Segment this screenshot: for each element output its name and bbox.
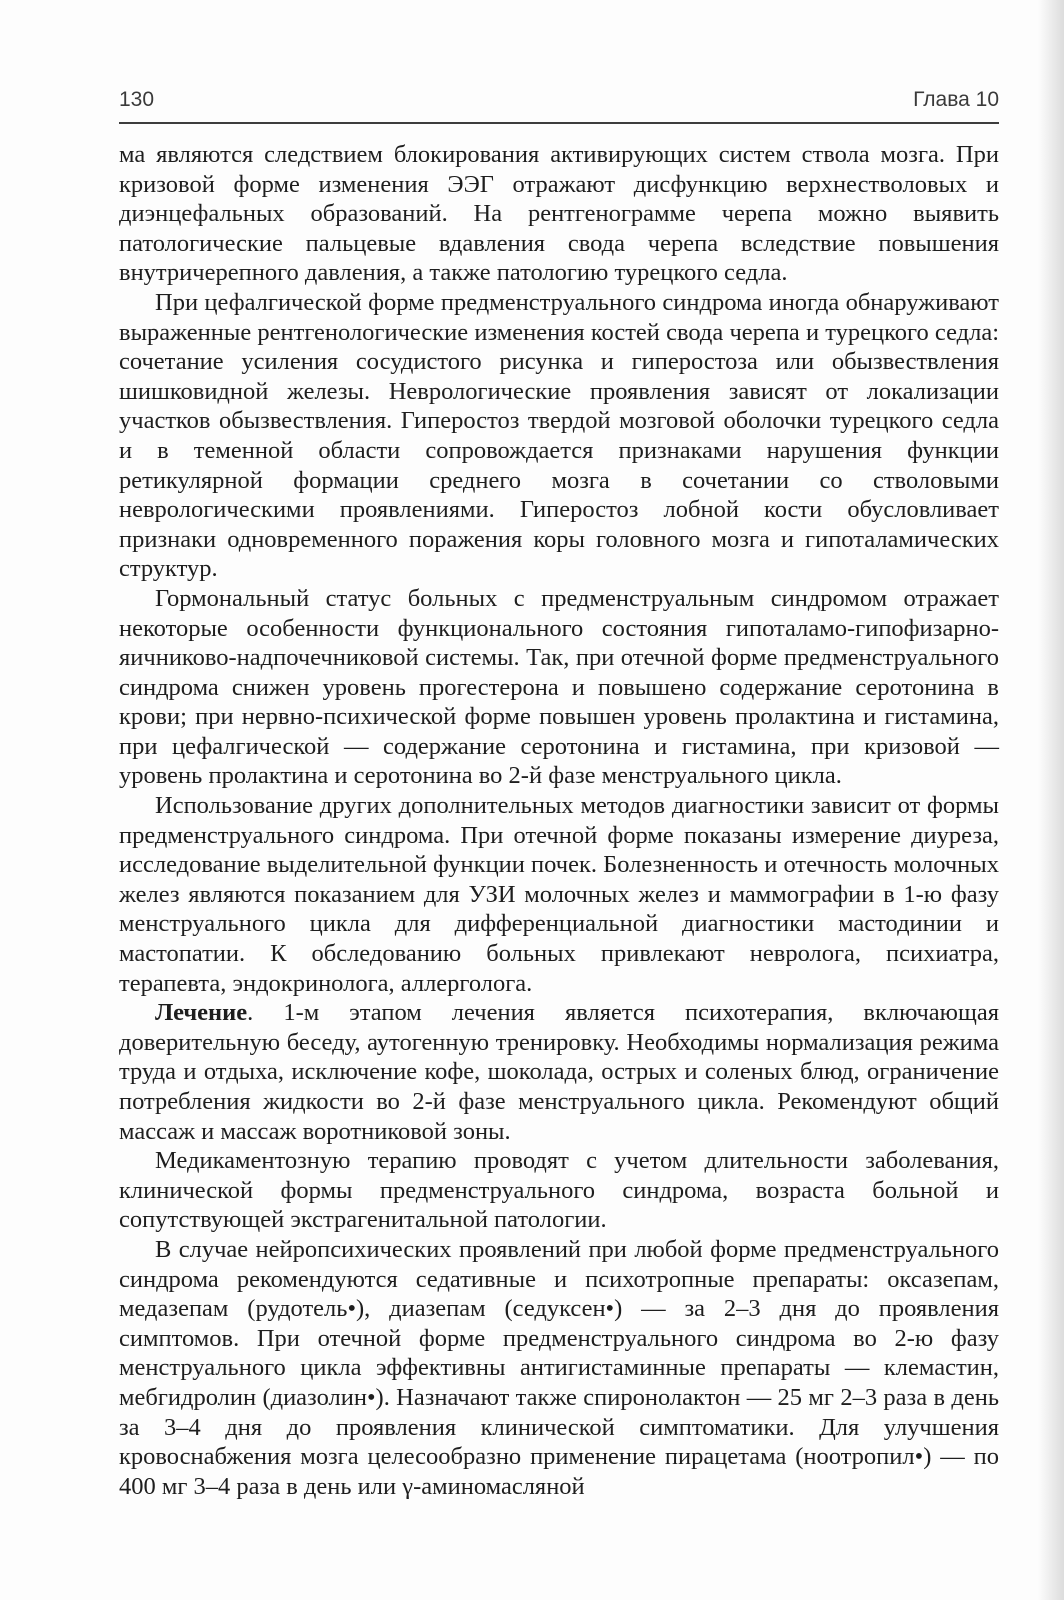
paragraph-4: Использование других дополнительных методов диагностики зависит от формы предменструального синдрома. При отечной форме показаны измерение диуреза, исследование выделительной функции почек. Болезненность и отечность молочных желез являются показанием для УЗИ молочных желез и маммографии в 1-ю фазу менструального цикла для дифференциальной диагностики мастодинии и мастопатии. К обследованию больных привлекают невролога, психиатра, терапевта, эндокринолога, аллерголога.	[119, 792, 999, 997]
section-heading-treatment: Лечение	[155, 999, 248, 1027]
header-rule	[119, 122, 999, 124]
paragraph-5-text: . 1-м этапом лечения является психотерапия, включающая доверительную беседу, аутогенную тренировку. Необходимы нормализация режима труда и отдыха, исключение кофе, шоколада, острых и соленых блюд, ограничение потребления жидкости во 2-й фазе менструального цикла. Рекомендуют общий массаж и массаж воротниковой зоны.	[119, 999, 999, 1145]
paragraph-1: ма являются следствием блокирования активирующих систем ствола мозга. При кризовой форме изменения ЭЭГ отражают дисфункцию верхнестволовых и диэнцефальных образований. На рентгенограмме черепа можно выявить патологические пальцевые вдавления свода черепа вследствие повышения внутричерепного давления, а также патологию турецкого седла.	[119, 141, 999, 287]
chapter-title: Глава 10	[913, 88, 999, 111]
page-edge-shadow	[1038, 0, 1064, 1600]
page-number: 130	[119, 88, 155, 111]
paragraph-5	[119, 998, 999, 1146]
body-text	[119, 140, 999, 1501]
paragraph-7: В случае нейропсихических проявлений при любой форме предменструального синдрома рекомендуются седативные и психотропные препараты: оксазепам, медазепам (рудотель•), диазепам (седуксен•) — за 2–3 дня до проявления симптомов. При отечной форме предменструального синдрома во 2-ю фазу менструального цикла эффективны антигистаминные препараты — клемастин, мебгидролин (диазолин•). Назначают также спиронолактон — 25 мг 2–3 раза в день за 3–4 дня до проявления клинической симптоматики. Для улучшения кровоснабжения мозга целесообразно применение пирацетама (ноотропил•) — по 400 мг 3–4 раза в день или γ-аминомасляной	[119, 1235, 999, 1500]
paragraph-2: При цефалгической форме предменструального синдрома иногда обнаруживают выраженные рентгенологические изменения костей свода черепа и турецкого седла: сочетание усиления сосудистого рисунка и гиперостоза или обызвествления шишковидной железы. Неврологические проявления зависят от локализации участков обызвествления. Гиперостоз твердой мозговой оболочки турецкого седла и в теменной области сопровождается признаками нарушения функции ретикулярной формации среднего мозга в сочетании со стволовыми неврологическими проявлениями. Гиперостоз лобной кости обусловливает признаки одновременного поражения коры головного мозга и гипоталамических структур.	[119, 288, 999, 583]
running-header	[119, 88, 999, 120]
paragraph-3: Гормональный статус больных с предменструальным синдромом отражает некоторые особенности функционального состояния гипоталамо-гипофизарно-яичниково-надпочечниковой системы. Так, при отечной форме предменструального синдрома снижен уровень прогестерона и повышено содержание серотонина в крови; при нервно-психической форме повышен уровень пролактина и гистамина, при цефалгической — содержание серотонина и гистамина, при кризовой — уровень пролактина и серотонина во 2-й фазе менструального цикла.	[119, 584, 999, 790]
paragraph-6: Медикаментозную терапию проводят с учетом длительности заболевания, клинической формы предменструального синдрома, возраста больной и сопутствующей экстрагенитальной патологии.	[119, 1147, 999, 1234]
